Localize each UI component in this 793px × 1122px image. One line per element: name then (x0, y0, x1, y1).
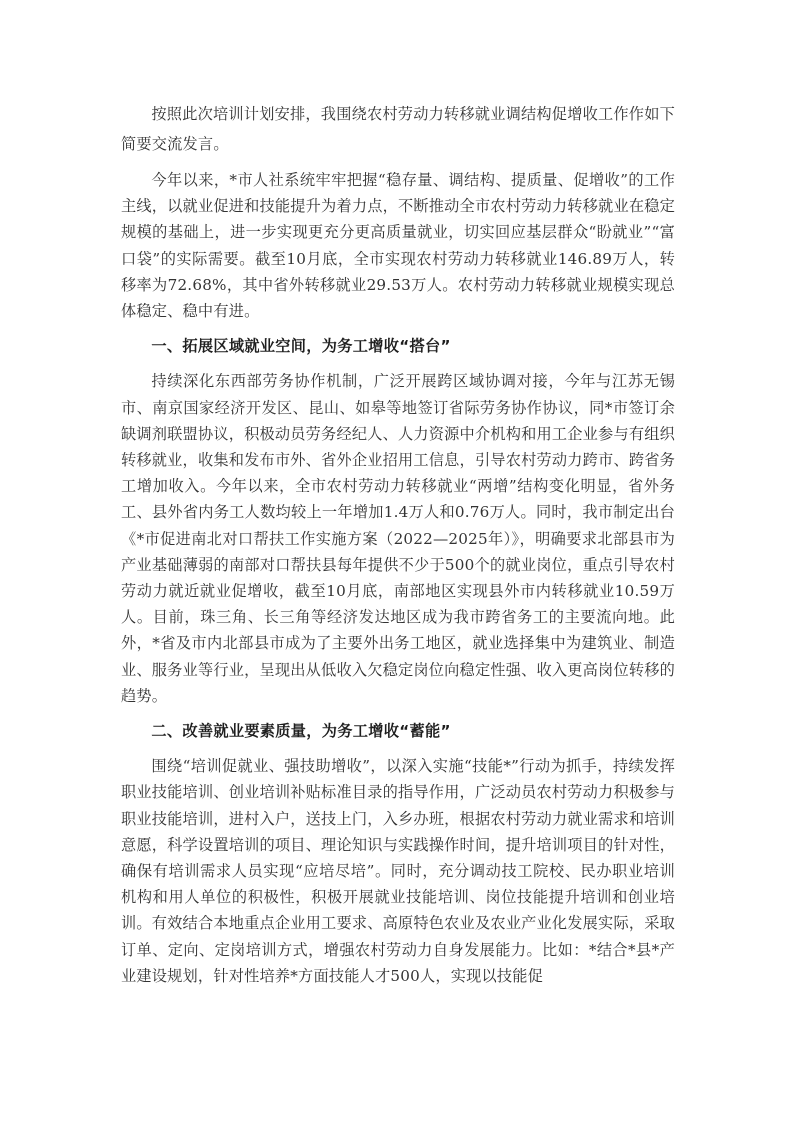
spacer (121, 159, 675, 167)
spacer (121, 324, 675, 333)
spacer (121, 744, 675, 753)
spacer (121, 709, 675, 718)
section-heading-2: 二、改善就业要素质量，为务工增收“蓄能” (151, 722, 451, 741)
document-page (121, 99, 675, 989)
section-1-paragraph: 持续深化东西部劳务协作机制，广泛开展跨区域协调对接，今年与江苏无锡市、南京国家经济开发区、昆山、如皋等地签订省际劳务协作协议，同*市签订余缺调剂联盟协议，积极动员劳务经纪人、人力资源中介机构和用工企业参与有组织转移就业，收集和发布市外、省外企业招用工信息，引导农村劳动力跨市、跨省务工增加收入。今年以来，全市农村劳动力转移就业“两增”结构变化明显，省外务工、县外省内务工人数均较上一年增加1.4万人和0.76万人。同时，我市制定出台《*市促进南北对口帮扶工作实施方案（2022—2025年）》，明确要求北部县市为产业基础薄弱的南部对口帮扶县每年提供不少于500个的就业岗位，重点引导农村劳动力就近就业促增收，截至10月底，南部地区实现县外市内转移就业10.59万人。目前，珠三角、长三角等经济发达地区成为我市跨省务工的主要流向地。此外，*省及市内北部县市成为了主要外出务工地区，就业选择集中为建筑业、制造业、服务业等行业，呈现出从低收入欠稳定岗位向稳定性强、收入更高岗位转移的趋势。 (121, 372, 675, 705)
spacer (121, 359, 675, 368)
intro-paragraph: 按照此次培训计划安排，我围绕农村劳动力转移就业调结构促增收工作作如下简要交流发言。 (121, 105, 675, 153)
overview-paragraph: 今年以来，*市人社系统牢牢把握“稳存量、调结构、提质量、促增收”的工作主线，以就业促进和技能提升为着力点，不断推动全市农村劳动力转移就业在稳定规模的基础上，进一步实现更充分更高质量就业，切实回应基层群众“盼就业”“富口袋”的实际需要。截至10月底，全市实现农村劳动力转移就业146.89万人，转移率为72.68%，其中省外转移就业29.53万人。农村劳动力转移就业规模实现总体稳定、稳中有进。 (121, 171, 675, 321)
section-heading-1: 一、拓展区域就业空间，为务工增收“搭台” (151, 337, 451, 356)
section-2-paragraph: 围绕“培训促就业、强技助增收”，以深入实施“技能*”行动为抓手，持续发挥职业技能培训、创业培训补贴标准目录的指导作用，广泛动员农村劳动力积极参与职业技能培训，进村入户，送技上门，入乡办班，根据农村劳动力就业需求和培训意愿，科学设置培训的项目、理论知识与实践操作时间，提升培训项目的针对性，确保有培训需求人员实现“应培尽培”。同时，充分调动技工院校、民办职业培训机构和用人单位的积极性，积极开展就业技能培训、岗位技能提升培训和创业培训。有效结合本地重点企业用工要求、高原特色农业及农业产业化发展实际，采取订单、定向、定岗培训方式，增强农村劳动力自身发展能力。比如：*结合*县*产业建设规划，针对性培养*方面技能人才500人，实现以技能促 (121, 757, 675, 985)
